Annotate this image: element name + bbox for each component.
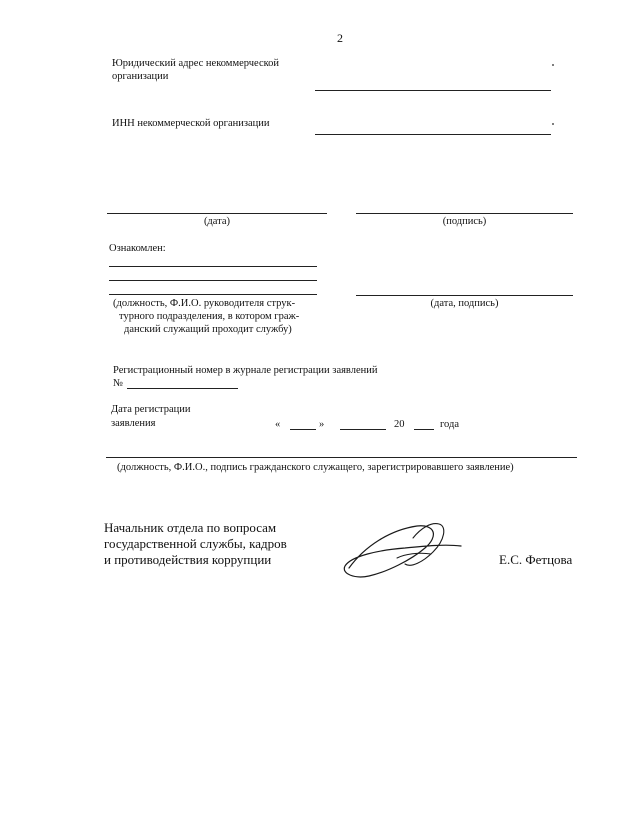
signatory-name: Е.С. Фетцова xyxy=(499,552,573,567)
year-field-line[interactable] xyxy=(414,429,434,430)
year-word: года xyxy=(440,419,459,430)
legal-address-field-line[interactable] xyxy=(315,90,551,91)
inn-label: ИНН некоммерческой организации xyxy=(112,118,270,129)
acquainted-date-signature-caption: (дата, подпись) xyxy=(430,298,499,309)
date-field-line[interactable] xyxy=(107,213,327,214)
signature-field-line[interactable] xyxy=(356,213,573,214)
registration-date-label-line-1: Дата регистрации xyxy=(111,404,191,415)
open-quote: « xyxy=(275,419,281,430)
year-prefix: 20 xyxy=(394,419,405,430)
day-field-line[interactable] xyxy=(290,429,316,430)
month-field-line[interactable] xyxy=(340,429,386,430)
close-quote: » xyxy=(319,419,325,430)
registration-date-label-line-2: заявления xyxy=(111,418,156,429)
signatory-position-line-3: и противодействия коррупции xyxy=(104,552,272,567)
acquainted-caption-line-2: турного подразделения, в котором граж- xyxy=(119,311,300,322)
number-sign: № xyxy=(113,378,124,389)
scan-speck xyxy=(552,64,554,66)
signatory-position-line-1: Начальник отдела по вопросам xyxy=(104,520,277,535)
legal-address-label-line-1: Юридический адрес некоммерческой xyxy=(112,58,280,69)
scan-speck xyxy=(552,123,554,125)
registrar-caption: (должность, Ф.И.О., подпись гражданского служащего, зарегистрировавшего заявление) xyxy=(117,462,514,473)
acquainted-caption-line-1: (должность, Ф.И.О. руководителя струк- xyxy=(113,298,296,309)
acquainted-label: Ознакомлен: xyxy=(109,243,166,254)
signature-caption: (подпись) xyxy=(442,216,487,227)
date-caption: (дата) xyxy=(203,216,231,227)
signatory-position-line-2: государственной службы, кадров xyxy=(104,536,287,551)
registration-journal-text: Регистрационный номер в журнале регистрации заявлений xyxy=(113,365,378,376)
acquainted-line-1[interactable] xyxy=(109,266,317,267)
legal-address-label-line-2: организации xyxy=(112,71,169,82)
handwritten-signature-icon xyxy=(335,518,470,583)
acquainted-line-3[interactable] xyxy=(109,294,317,295)
acquainted-date-signature-line[interactable] xyxy=(356,295,573,296)
acquainted-caption-line-3: данский служащий проходит службу) xyxy=(124,324,292,335)
acquainted-line-2[interactable] xyxy=(109,280,317,281)
inn-field-line[interactable] xyxy=(315,134,551,135)
page-number: 2 xyxy=(337,31,343,45)
registrar-field-line[interactable] xyxy=(106,457,577,458)
registration-number-field-line[interactable] xyxy=(127,388,238,389)
